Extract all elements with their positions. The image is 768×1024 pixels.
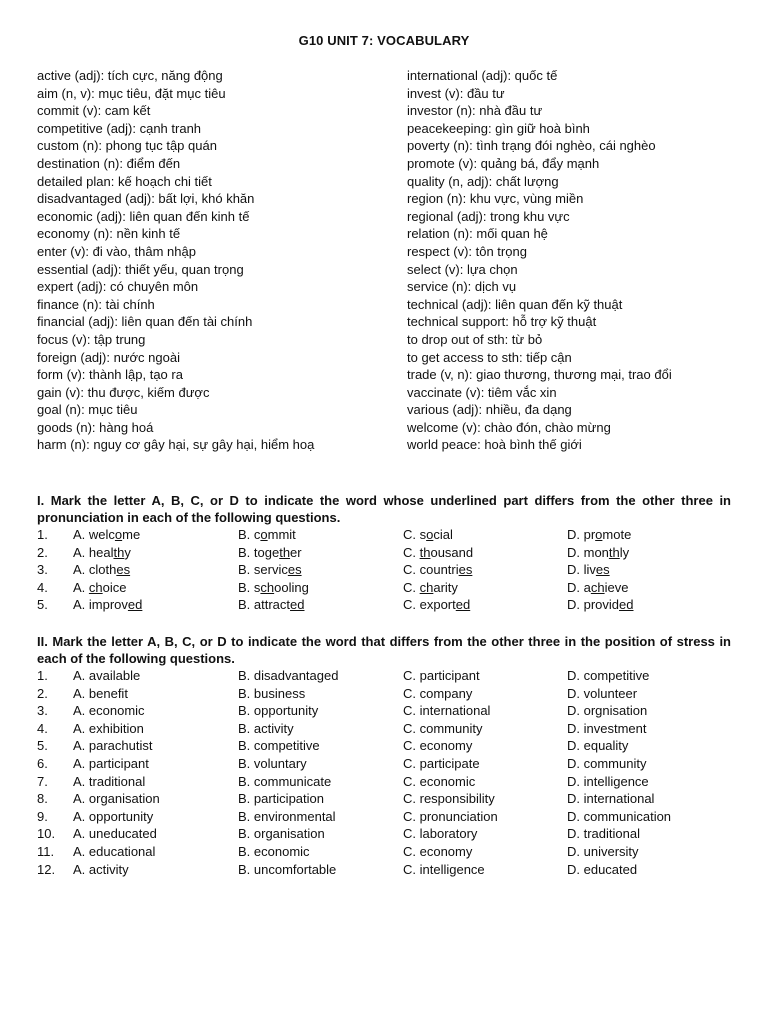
- answer-option-b[interactable]: B. voluntary: [238, 755, 307, 771]
- answer-option-b[interactable]: B. uncomfortable: [238, 861, 337, 877]
- vocabulary-entry: goods (n): hàng hoá: [37, 419, 154, 435]
- vocabulary-entry: trade (v, n): giao thương, thương mại, trao đổi: [407, 367, 672, 383]
- underlined-part: th: [113, 544, 125, 560]
- option-text: B. attract: [238, 597, 291, 613]
- option-text: y: [124, 544, 131, 560]
- option-text: ousand: [430, 544, 474, 560]
- vocabulary-entry: technical support: hỗ trợ kỹ thuật: [407, 314, 597, 330]
- underlined-part: es: [595, 562, 610, 578]
- answer-option-a[interactable]: [73, 596, 142, 614]
- pronunciation-section-heading: I. Mark the letter A, B, C, or D to indicate the word whose underlined part differs from the other three in pronunciation in each of the following questions.: [37, 493, 731, 525]
- vocabulary-column-right: [407, 67, 672, 454]
- answer-option-c[interactable]: C. intelligence: [403, 861, 485, 877]
- underlined-part: ch: [590, 579, 605, 595]
- vocabulary-entry: essential (adj): thiết yếu, quan trọng: [37, 261, 244, 277]
- vocabulary-entry: investor (n): nhà đầu tư: [407, 103, 543, 119]
- question-number: 5.: [37, 738, 48, 754]
- question-number: 10.: [37, 826, 56, 842]
- question-row: [37, 561, 731, 579]
- answer-option-b[interactable]: [238, 526, 296, 544]
- option-text: A. improv: [73, 597, 128, 613]
- vocabulary-entry: peacekeeping: gìn giữ hoà bình: [407, 120, 590, 136]
- vocabulary-entry: promote (v): quảng bá, đẩy mạnh: [407, 155, 600, 171]
- option-text: A.: [73, 579, 89, 595]
- answer-option-b[interactable]: B. business: [238, 685, 306, 701]
- answer-option-d[interactable]: D. volunteer: [567, 685, 638, 701]
- vocabulary-entry: disadvantaged (adj): bất lợi, khó khăn: [37, 191, 255, 207]
- option-text: er: [290, 544, 302, 560]
- answer-option-b[interactable]: B. environmental: [238, 808, 336, 824]
- answer-option-a[interactable]: A. traditional: [73, 773, 146, 789]
- vocabulary-entry: select (v): lựa chọn: [407, 261, 518, 277]
- vocabulary-entry: destination (n): điểm đến: [37, 155, 181, 171]
- option-text: A. welc: [73, 527, 115, 542]
- option-text: arity: [433, 579, 458, 595]
- option-text: D. liv: [567, 562, 596, 578]
- question-number: 8.: [37, 791, 48, 807]
- answer-option-a[interactable]: A. uneducated: [73, 826, 157, 842]
- option-text: C.: [403, 544, 420, 560]
- option-text: C. export: [403, 597, 456, 613]
- option-text: C.: [403, 579, 420, 595]
- option-text: B. servic: [238, 562, 288, 578]
- answer-option-b[interactable]: B. activity: [238, 720, 294, 736]
- answer-option-c[interactable]: [403, 596, 470, 614]
- vocabulary-entry: poverty (n): tình trạng đói nghèo, cái nghèo: [407, 138, 656, 154]
- underlined-part: ed: [455, 597, 471, 613]
- answer-option-d[interactable]: D. investment: [567, 720, 647, 736]
- pronunciation-section: [37, 492, 731, 614]
- option-text: D. mon: [567, 544, 609, 560]
- vocabulary-entry: international (adj): quốc tế: [407, 68, 558, 83]
- answer-option-a[interactable]: A. educational: [73, 843, 156, 859]
- option-text: B. toge: [238, 544, 280, 560]
- underlined-part: ed: [127, 597, 143, 613]
- answer-option-b[interactable]: [238, 579, 309, 597]
- vocabulary-entry: custom (n): phong tục tập quán: [37, 138, 217, 154]
- vocabulary-column-left: [37, 67, 314, 454]
- question-row: [37, 808, 731, 826]
- answer-option-c[interactable]: [403, 544, 473, 562]
- question-row: [37, 579, 731, 597]
- vocabulary-list: [37, 67, 747, 467]
- question-number: 3.: [37, 562, 48, 578]
- option-text: mote: [602, 527, 632, 542]
- underlined-part: ed: [619, 597, 634, 613]
- vocabulary-entry: to get access to sth: tiếp cận: [407, 349, 572, 365]
- answer-option-a[interactable]: [73, 526, 140, 544]
- underlined-part: th: [419, 544, 431, 560]
- answer-option-b[interactable]: B. opportunity: [238, 703, 319, 719]
- answer-option-a[interactable]: A. economic: [73, 703, 145, 719]
- question-number: 3.: [37, 703, 48, 719]
- question-row: [37, 790, 731, 808]
- answer-option-a[interactable]: [73, 579, 127, 597]
- vocabulary-entry: world peace: hoà bình thế giới: [407, 437, 582, 453]
- answer-option-b[interactable]: B. competitive: [238, 738, 320, 754]
- answer-option-d[interactable]: [567, 526, 631, 544]
- answer-option-c[interactable]: C. participant: [403, 668, 480, 683]
- question-number: 12.: [37, 861, 56, 877]
- option-text: oice: [102, 579, 127, 595]
- option-text: C. countri: [403, 562, 459, 578]
- option-text: me: [122, 527, 141, 542]
- answer-option-b[interactable]: B. communicate: [238, 773, 332, 789]
- vocabulary-entry: vaccinate (v): tiêm vắc xin: [407, 384, 557, 400]
- vocabulary-entry: enter (v): đi vào, thâm nhập: [37, 243, 196, 259]
- question-row: [37, 755, 731, 773]
- option-text: C. s: [403, 527, 427, 542]
- answer-option-d[interactable]: D. international: [567, 791, 655, 807]
- option-text: B. c: [238, 527, 261, 542]
- answer-option-c[interactable]: C. laboratory: [403, 826, 478, 842]
- option-text: D. pr: [567, 527, 596, 542]
- vocabulary-entry: quality (n, adj): chất lượng: [407, 173, 559, 189]
- question-row: [37, 685, 731, 703]
- vocabulary-entry: detailed plan: kế hoạch chi tiết: [37, 173, 212, 189]
- option-text: B. s: [238, 579, 261, 595]
- vocabulary-entry: expert (adj): có chuyên môn: [37, 279, 199, 295]
- option-text: mmit: [267, 527, 296, 542]
- answer-option-a[interactable]: A. exhibition: [73, 720, 144, 736]
- vocabulary-entry: active (adj): tích cực, năng động: [37, 68, 223, 83]
- answer-option-a[interactable]: A. opportunity: [73, 808, 154, 824]
- answer-option-a[interactable]: A. benefit: [73, 685, 128, 701]
- vocabulary-entry: region (n): khu vực, vùng miền: [407, 191, 584, 207]
- question-number: 11.: [37, 843, 55, 859]
- question-number: 2.: [37, 544, 48, 560]
- page-title: G10 UNIT 7: VOCABULARY: [298, 33, 470, 48]
- underlined-part: ch: [260, 579, 275, 595]
- vocabulary-entry: respect (v): tôn trọng: [407, 243, 527, 259]
- question-row: [37, 720, 731, 738]
- answer-option-d[interactable]: D. equality: [567, 738, 629, 754]
- answer-option-c[interactable]: C. company: [403, 685, 473, 701]
- underlined-part: o: [595, 527, 603, 542]
- question-number: 6.: [37, 755, 48, 771]
- answer-option-d[interactable]: D. university: [567, 843, 639, 859]
- answer-option-b[interactable]: B. participation: [238, 791, 324, 807]
- underlined-part: es: [458, 562, 473, 578]
- answer-option-d[interactable]: D. orgnisation: [567, 703, 648, 719]
- question-number: 2.: [37, 685, 48, 701]
- question-number: 7.: [37, 773, 48, 789]
- answer-option-d[interactable]: D. competitive: [567, 668, 650, 683]
- underlined-part: ch: [88, 579, 103, 595]
- vocabulary-entry: commit (v): cam kết: [37, 103, 151, 119]
- option-text: ooling: [274, 579, 309, 595]
- answer-option-d[interactable]: D. traditional: [567, 826, 640, 842]
- vocabulary-entry: competitive (adj): cạnh tranh: [37, 120, 202, 136]
- vocabulary-entry: gain (v): thu được, kiếm được: [37, 384, 210, 400]
- answer-option-d[interactable]: [567, 544, 629, 562]
- option-text: ly: [619, 544, 630, 560]
- answer-option-c[interactable]: C. international: [403, 703, 491, 719]
- answer-option-b[interactable]: B. disadvantaged: [238, 668, 339, 683]
- underlined-part: ch: [419, 579, 434, 595]
- answer-option-b[interactable]: [238, 544, 302, 562]
- underlined-part: o: [426, 527, 434, 542]
- option-text: D. a: [567, 579, 591, 595]
- answer-option-c[interactable]: C. pronunciation: [403, 808, 498, 824]
- question-row: [37, 544, 731, 562]
- answer-option-a[interactable]: A. organisation: [73, 791, 160, 807]
- question-row: [37, 843, 731, 861]
- question-row: [37, 596, 731, 614]
- answer-option-a[interactable]: A. activity: [73, 861, 129, 877]
- underlined-part: o: [260, 527, 268, 542]
- vocabulary-entry: technical (adj): liên quan đến kỹ thuật: [407, 296, 623, 312]
- underlined-part: o: [114, 527, 123, 542]
- answer-option-d[interactable]: [567, 561, 610, 579]
- question-row: [37, 526, 731, 544]
- answer-option-c[interactable]: C. participate: [403, 755, 480, 771]
- underlined-part: th: [608, 544, 620, 560]
- option-text: A. heal: [73, 544, 114, 560]
- vocabulary-entry: harm (n): nguy cơ gây hại, sự gây hại, hiểm hoạ: [37, 437, 315, 453]
- vocabulary-entry: form (v): thành lập, tạo ra: [37, 367, 183, 383]
- question-number: 4.: [37, 720, 48, 736]
- answer-option-c[interactable]: C. responsibility: [403, 791, 495, 807]
- answer-option-c[interactable]: [403, 561, 472, 579]
- underlined-part: ed: [290, 597, 305, 613]
- vocabulary-entry: regional (adj): trong khu vực: [407, 208, 570, 224]
- option-text: D. provid: [567, 597, 620, 613]
- answer-option-d[interactable]: D. communication: [567, 808, 672, 824]
- answer-option-b[interactable]: [238, 561, 302, 579]
- answer-option-c[interactable]: C. economy: [403, 843, 473, 859]
- stress-section-heading: II. Mark the letter A, B, C, or D to indicate the word that differs from the other three in the position of stress in each of the following questions.: [37, 634, 731, 666]
- answer-option-a[interactable]: A. parachutist: [73, 738, 153, 754]
- question-number: 9.: [37, 808, 48, 824]
- answer-option-b[interactable]: B. economic: [238, 843, 310, 859]
- vocabulary-entry: goal (n): mục tiêu: [37, 402, 138, 418]
- underlined-part: es: [116, 562, 131, 578]
- vocabulary-entry: focus (v): tập trung: [37, 331, 146, 347]
- vocabulary-entry: welcome (v): chào đón, chào mừng: [407, 419, 611, 435]
- answer-option-c[interactable]: C. economy: [403, 738, 473, 754]
- answer-option-d[interactable]: D. community: [567, 755, 647, 771]
- option-text: ieve: [604, 579, 629, 595]
- question-number: 1.: [37, 527, 48, 542]
- answer-option-c[interactable]: C. community: [403, 720, 483, 736]
- answer-option-a[interactable]: A. participant: [73, 755, 149, 771]
- stress-questions: [37, 667, 731, 878]
- vocabulary-entry: finance (n): tài chính: [37, 296, 155, 312]
- question-row: [37, 825, 731, 843]
- question-row: [37, 737, 731, 755]
- answer-option-d[interactable]: D. intelligence: [567, 773, 649, 789]
- vocabulary-entry: relation (n): mối quan hệ: [407, 226, 548, 242]
- vocabulary-entry: economy (n): nền kinh tế: [37, 226, 181, 242]
- stress-section: [37, 633, 731, 878]
- answer-option-c[interactable]: C. economic: [403, 773, 476, 789]
- answer-option-a[interactable]: [73, 561, 130, 579]
- vocabulary-entry: service (n): dịch vụ: [407, 279, 517, 295]
- pronunciation-questions: [37, 526, 731, 614]
- question-row: [37, 667, 731, 685]
- answer-option-c[interactable]: [403, 579, 458, 597]
- question-number: 4.: [37, 579, 48, 595]
- option-text: cial: [433, 527, 453, 542]
- vocabulary-entry: financial (adj): liên quan đến tài chính: [37, 314, 253, 330]
- answer-option-b[interactable]: [238, 596, 305, 614]
- answer-option-b[interactable]: B. organisation: [238, 826, 325, 842]
- answer-option-d[interactable]: D. educated: [567, 861, 638, 877]
- question-number: 1.: [37, 668, 48, 683]
- underlined-part: th: [279, 544, 291, 560]
- vocabulary-entry: various (adj): nhiều, đa dạng: [407, 402, 572, 418]
- vocabulary-entry: economic (adj): liên quan đến kinh tế: [37, 208, 250, 224]
- question-row: [37, 702, 731, 720]
- question-row: [37, 861, 731, 879]
- underlined-part: es: [287, 562, 302, 578]
- answer-option-c[interactable]: [403, 526, 453, 544]
- vocabulary-entry: aim (n, v): mục tiêu, đặt mục tiêu: [37, 85, 226, 101]
- vocabulary-entry: foreign (adj): nước ngoài: [37, 349, 180, 365]
- question-row: [37, 773, 731, 791]
- question-number: 5.: [37, 597, 48, 613]
- vocabulary-entry: invest (v): đầu tư: [407, 85, 505, 101]
- answer-option-d[interactable]: [567, 579, 628, 597]
- answer-option-a[interactable]: A. available: [73, 668, 141, 683]
- answer-option-a[interactable]: [73, 544, 131, 562]
- option-text: A. cloth: [73, 562, 117, 578]
- answer-option-d[interactable]: [567, 596, 634, 614]
- vocabulary-entry: to drop out of sth: từ bỏ: [407, 331, 543, 347]
